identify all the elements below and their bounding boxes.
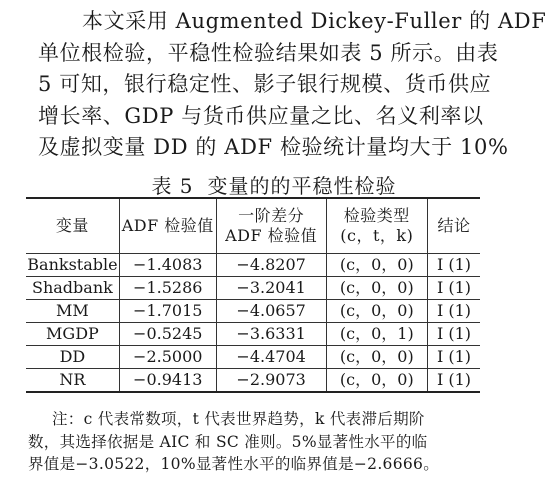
cell-test-type: (c，0，0) xyxy=(326,254,427,277)
note-line: 界值是−3.0522，10%显著性水平的临界值是−2.6666。 xyxy=(28,455,439,473)
cell-variable: DD xyxy=(26,346,119,369)
cell-adf-value: −2.5000 xyxy=(119,346,216,369)
cell-adf-value: −1.7015 xyxy=(119,300,216,323)
table-row xyxy=(26,369,480,393)
table-row xyxy=(26,346,480,369)
body-paragraph xyxy=(38,6,547,164)
table-row xyxy=(26,254,480,277)
paragraph-line: 单位根检验，平稳性检验结果如表 5 所示。由表 xyxy=(38,40,499,65)
cell-adf-value: −0.5245 xyxy=(119,323,216,346)
cell-conclusion: I (1) xyxy=(428,254,480,277)
cell-first-difference-adf: −4.4704 xyxy=(216,346,326,369)
paragraph-line: 本文采用 Augmented Dickey-Fuller 的 ADF xyxy=(82,9,547,33)
cell-test-type: (c，0，0) xyxy=(326,369,427,393)
note-line: 数，其选择依据是 AIC 和 SC 准则。5%显著性水平的临 xyxy=(28,432,428,451)
table-row xyxy=(26,323,480,346)
cell-adf-value: −1.5286 xyxy=(119,277,216,300)
cell-test-type: (c，0，0) xyxy=(326,300,427,323)
cell-test-type: (c，0，1) xyxy=(326,323,427,346)
stationarity-table xyxy=(26,197,480,393)
cell-conclusion: I (1) xyxy=(428,300,480,323)
cell-conclusion: I (1) xyxy=(428,369,480,393)
table-number: 表 5 xyxy=(151,174,194,198)
cell-variable: Shadbank xyxy=(26,277,119,300)
cell-variable: MM xyxy=(26,300,119,323)
cell-first-difference-adf: −4.0657 xyxy=(216,300,326,323)
cell-first-difference-adf: −2.9073 xyxy=(216,369,326,393)
cell-conclusion: I (1) xyxy=(428,323,480,346)
cell-adf-value: −0.9413 xyxy=(119,369,216,393)
cell-conclusion: I (1) xyxy=(428,277,480,300)
header-variable: 变量 xyxy=(26,198,119,254)
cell-first-difference-adf: −4.8207 xyxy=(216,254,326,277)
table-header-row xyxy=(26,198,480,254)
table-title: 变量的的平稳性检验 xyxy=(207,174,397,198)
cell-variable: Bankstable xyxy=(26,254,119,277)
paragraph-line: 及虚拟变量 DD 的 ADF 检验统计量均大于 10% xyxy=(38,135,509,159)
header-first-difference-adf: 一阶差分 ADF 检验值 xyxy=(216,198,326,254)
paragraph-line: 增长率、GDP 与货币供应量之比、名义利率以 xyxy=(38,103,484,128)
cell-first-difference-adf: −3.6331 xyxy=(216,323,326,346)
cell-variable: MGDP xyxy=(26,323,119,346)
header-adf-value: ADF 检验值 xyxy=(119,198,216,254)
cell-first-difference-adf: −3.2041 xyxy=(216,277,326,300)
cell-test-type: (c，0，0) xyxy=(326,346,427,369)
cell-adf-value: −1.4083 xyxy=(119,254,216,277)
note-line: 注：c 代表常数项，t 代表世界趋势，k 代表滞后期阶 xyxy=(52,410,425,428)
cell-test-type: (c，0，0) xyxy=(326,277,427,300)
paragraph-line: 5 可知，银行稳定性、影子银行规模、货币供应 xyxy=(38,72,492,96)
header-conclusion: 结论 xyxy=(428,198,480,254)
cell-conclusion: I (1) xyxy=(428,346,480,369)
table-caption xyxy=(0,170,548,199)
table-row xyxy=(26,277,480,300)
table-row xyxy=(26,300,480,323)
cell-variable: NR xyxy=(26,369,119,393)
table-note xyxy=(28,408,480,476)
header-test-type: 检验类型 (c，t，k) xyxy=(326,198,427,254)
